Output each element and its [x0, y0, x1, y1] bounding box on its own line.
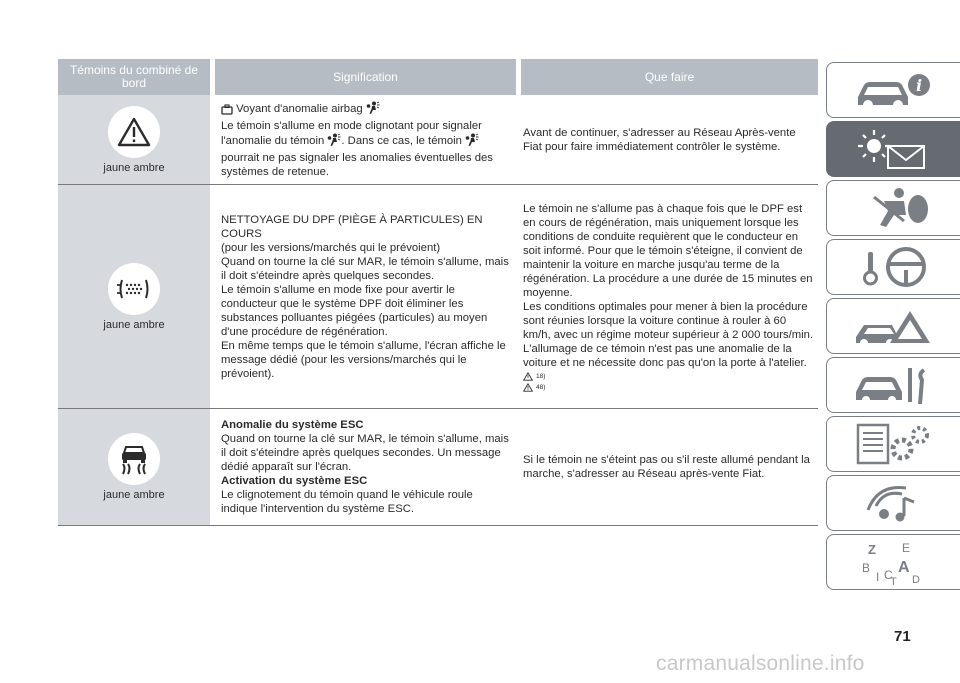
esc-anomaly-text: Quand on tourne la clé sur MAR, le témoin s'allume, mais il doit s'éteindre après quelques secondes. Un message dédié apparaît sur l'écran. — [221, 433, 509, 473]
action-cell — [521, 185, 818, 408]
caution-icon — [523, 372, 533, 381]
esc-activation-text: Le clignotement du témoin quand le véhicule roule indique l'intervention du système ESC. — [221, 489, 473, 515]
action-cell — [521, 95, 818, 184]
dpf-action-text: Le témoin ne s'allume pas à chaque fois que le DPF est en cours de régénération, mais uniquement lorsque les conditions de conduite requièrent que le conducteur en soit informé. Pour que le témoin s'éteigne, il convient de maintenir la voiture en marche jusqu'au terme de la régénération. La procédure a une durée de 15 minutes en moyenne. Les conditions optimales pour mener à bien la procédure sont réunies lorsque la voiture continue à rouler à 60 km/h, avec un régime moteur supérieur à 2 000 tours/min. L'allumage de ce témoin n'est pas une anomalie de la voiture et ne nécessite donc pas qu'on la porte à l'atelier. — [523, 202, 814, 369]
airbag-meaning-text-1: Le témoin s'allume en mode clignotant pour signaler l'anomalie du témoin — [221, 119, 482, 147]
header-meaning: Signification — [215, 59, 516, 95]
alphabet-index-icon — [844, 539, 944, 585]
esc-icon — [108, 433, 160, 485]
tab-technical-data[interactable] — [826, 416, 960, 472]
index-letter: A — [897, 559, 910, 576]
index-letter: D — [911, 574, 920, 585]
caution-exclamation-icon — [523, 383, 533, 392]
tab-warning-lights[interactable] — [826, 121, 960, 177]
meaning-cell — [215, 95, 516, 184]
watermark: carmanualsonline.info — [656, 652, 865, 675]
icon-cell — [58, 95, 210, 184]
table-row — [58, 95, 818, 185]
seated-passenger-airbag-icon — [327, 133, 341, 151]
icon-cell — [58, 409, 210, 525]
index-letter: I — [875, 570, 879, 584]
maintenance-tools-icon — [844, 362, 944, 408]
specifications-gears-icon — [844, 421, 944, 467]
seated-passenger-airbag-icon — [465, 133, 479, 151]
safety-airbag-icon — [844, 185, 944, 231]
airbag-meaning-text-3: pourrait ne pas signaler les anomalies éventuelles des systèmes de retenue. — [221, 151, 493, 178]
breakdown-triangle-icon — [844, 303, 944, 349]
color-label: jaune ambre — [103, 489, 165, 501]
airbag-meaning-text-2: . Dans ce cas, le témoin — [341, 134, 462, 147]
tab-starting-driving[interactable] — [826, 239, 960, 295]
index-letter: B — [861, 561, 870, 575]
meaning-cell — [215, 409, 516, 525]
esc-action-text: Si le témoin ne s'éteint pas ou s'il reste allumé pendant la marche, s'adresser au Réseau après-vente Fiat. — [523, 454, 810, 480]
svg-text:i: i — [915, 76, 922, 95]
table-row — [58, 185, 818, 409]
car-info-icon — [844, 67, 944, 113]
tab-alphabetical-index[interactable] — [826, 534, 960, 590]
airbag-off-icon — [221, 104, 233, 119]
meaning-cell — [215, 185, 516, 408]
header-action: Que faire — [521, 59, 818, 95]
table-header — [58, 59, 818, 95]
tab-emergency[interactable] — [826, 298, 960, 354]
tab-safety[interactable] — [826, 180, 960, 236]
color-label: jaune ambre — [103, 161, 165, 174]
warning-triangle-icon — [108, 106, 160, 158]
esc-activation-title: Activation du système ESC — [221, 475, 368, 487]
index-letter: C — [883, 568, 893, 582]
icon-cell — [58, 185, 210, 408]
tab-maintenance[interactable] — [826, 357, 960, 413]
warning-reference: 48) — [523, 383, 816, 392]
index-letter: E — [901, 541, 910, 555]
airbag-warning-title: Voyant d'anomalie airbag — [236, 102, 363, 115]
steering-key-icon — [844, 244, 944, 290]
tab-multimedia[interactable] — [826, 475, 960, 531]
page-number: 71 — [894, 628, 911, 645]
airbag-action-text: Avant de continuer, s'adresser au Réseau Après-vente Fiat pour faire immédiatement contrôler le système. — [523, 126, 796, 153]
color-label: jaune ambre — [103, 318, 165, 331]
warning-reference: 18) — [523, 372, 816, 381]
tab-vehicle-info[interactable] — [826, 62, 960, 118]
dpf-meaning-text: NETTOYAGE DU DPF (PIÈGE À PARTICULES) EN COURS (pour les versions/marchés qui le prévoient) Quand on tourne la clé sur MAR, le témoin s'allume, mais il doit s'éteindre après quelques secondes. Le témoin s'allume en mode fixe pour avertir le conducteur que le système DPF doit éliminer les substances polluantes piégées (particules) au moyen d'une procédure de régénération. En même temps que le témoin s'allume, l'écran affiche le message dédié (pour les versions/marchés qui le prévoient). — [221, 213, 509, 380]
index-letter: T — [889, 576, 897, 585]
warning-lights-table — [58, 59, 818, 526]
warning-lights-icon — [844, 126, 944, 172]
header-cluster-lights: Témoins du combiné de bord — [58, 59, 210, 95]
action-cell — [521, 409, 818, 525]
index-letter: Z — [867, 542, 876, 557]
dpf-icon — [108, 263, 160, 315]
multimedia-icon — [844, 480, 944, 526]
esc-anomaly-title: Anomalie du système ESC — [221, 419, 364, 431]
seated-passenger-airbag-icon — [366, 101, 380, 119]
table-row — [58, 409, 818, 526]
